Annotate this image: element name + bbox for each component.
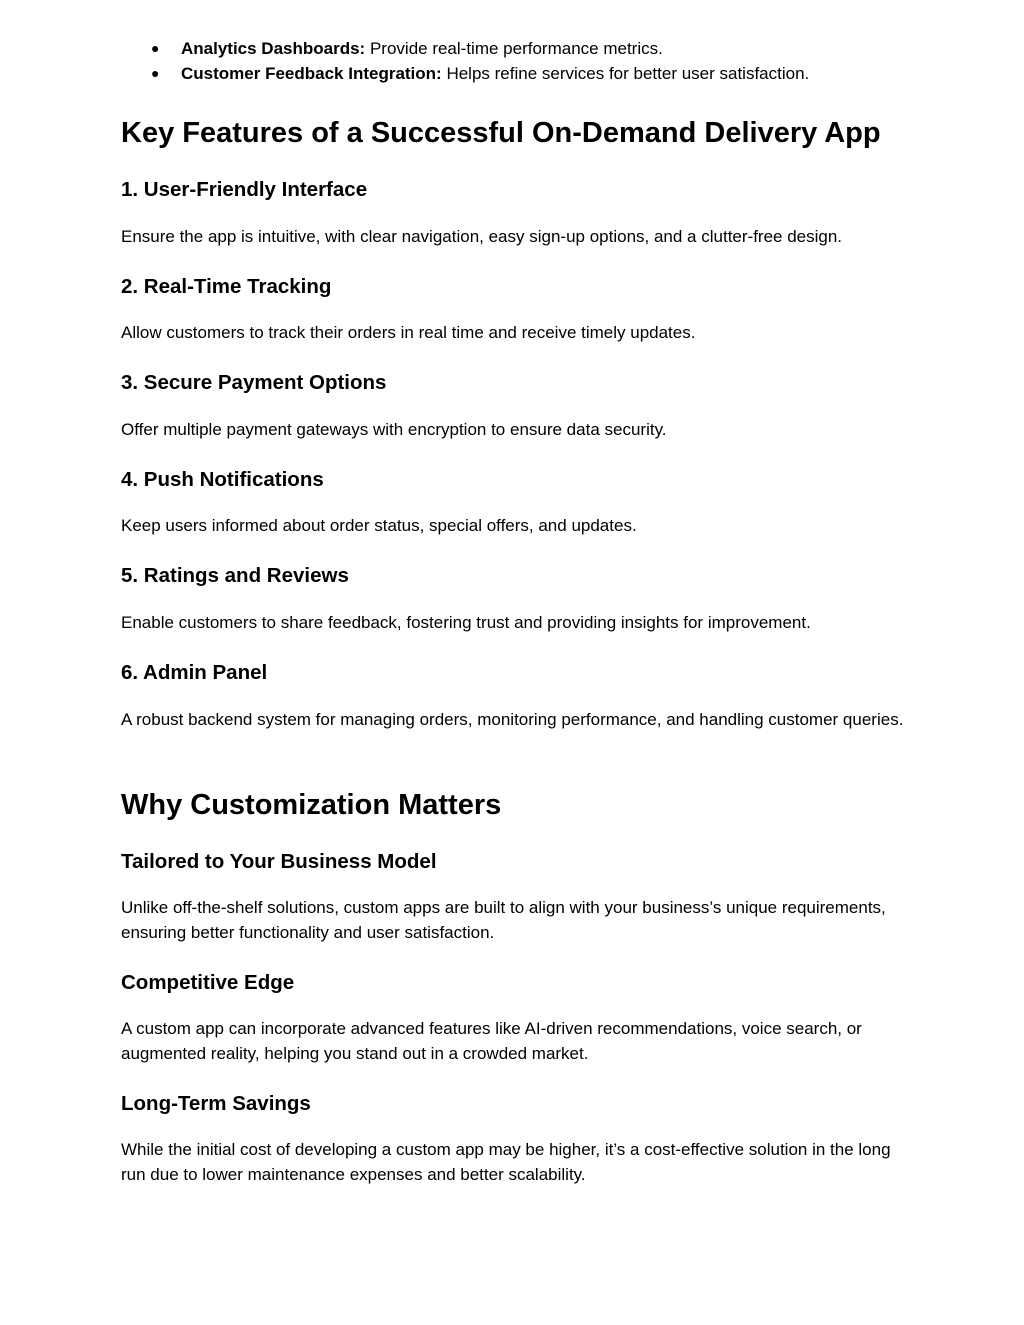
feature-title: 1. User-Friendly Interface — [121, 178, 368, 201]
customization-title: Competitive Edge — [121, 971, 295, 994]
customization-body: A custom app can incorporate advanced features like AI-driven recommendations, voice search, or augmented reality, helping you stand out in a crowded market. — [121, 1019, 862, 1063]
bullet-icon: ● — [151, 40, 160, 56]
feature-title: 6. Admin Panel — [121, 661, 268, 684]
intro-bullet-list — [121, 36, 911, 86]
feature-body: Keep users informed about order status, special offers, and updates. — [121, 516, 637, 535]
bullet-icon: ● — [151, 65, 160, 81]
list-item — [121, 61, 911, 86]
feature-title: 2. Real-Time Tracking — [121, 275, 332, 298]
feature-title: 3. Secure Payment Options — [121, 371, 387, 394]
bullet-text: Helps refine services for better user satisfaction. — [441, 64, 810, 83]
feature-body: Enable customers to share feedback, fostering trust and providing insights for improvement. — [121, 613, 811, 632]
feature-body: Offer multiple payment gateways with encryption to ensure data security. — [121, 420, 667, 439]
customization-body: Unlike off-the-shelf solutions, custom apps are built to align with your business’s unique requirements, ensuring better functionality and user satisfaction. — [121, 898, 886, 942]
features-heading: Key Features of a Successful On-Demand Delivery App — [121, 117, 881, 149]
customization-title: Long-Term Savings — [121, 1092, 311, 1115]
bullet-label: Analytics Dashboards: — [181, 39, 366, 58]
feature-body: Ensure the app is intuitive, with clear navigation, easy sign-up options, and a clutter-free design. — [121, 227, 843, 246]
bullet-text: Provide real-time performance metrics. — [365, 39, 663, 58]
feature-body: Allow customers to track their orders in real time and receive timely updates. — [121, 323, 696, 342]
feature-body: A robust backend system for managing orders, monitoring performance, and handling customer queries. — [121, 710, 904, 729]
customization-heading: Why Customization Matters — [121, 789, 502, 821]
feature-title: 5. Ratings and Reviews — [121, 564, 349, 587]
customization-body: While the initial cost of developing a custom app may be higher, it’s a cost-effective solution in the long run due to lower maintenance expenses and better scalability. — [121, 1140, 891, 1184]
feature-title: 4. Push Notifications — [121, 468, 324, 491]
customization-title: Tailored to Your Business Model — [121, 850, 437, 873]
bullet-label: Customer Feedback Integration: — [181, 64, 442, 83]
list-item — [121, 36, 911, 61]
